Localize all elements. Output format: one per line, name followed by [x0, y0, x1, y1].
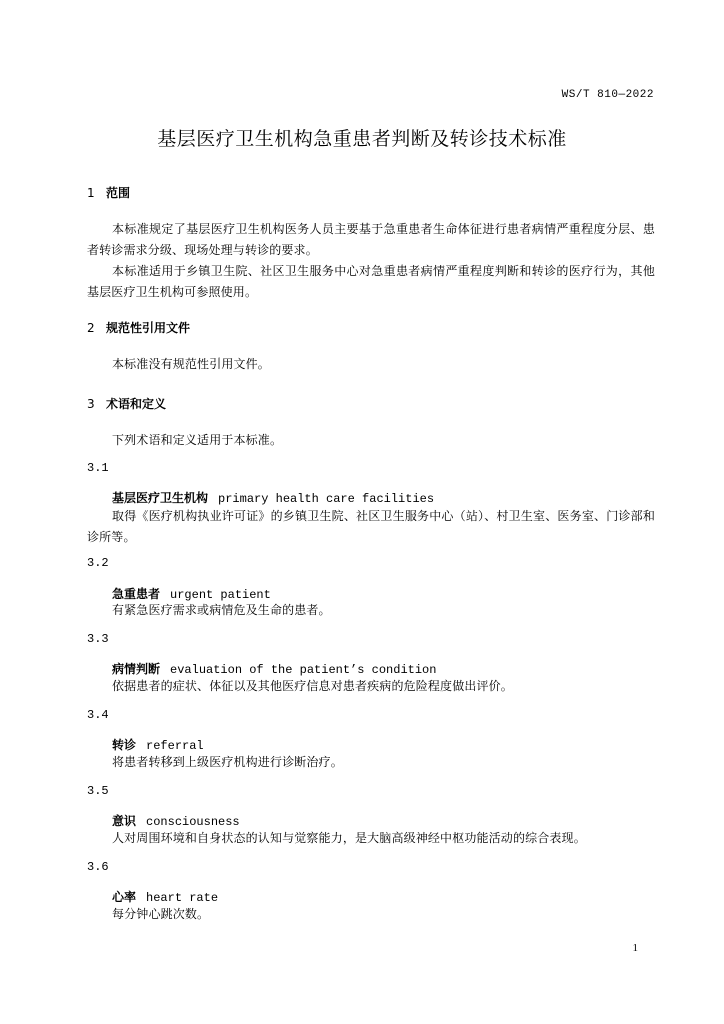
- term-chinese: 基层医疗卫生机构: [112, 491, 209, 505]
- section-title: 范围: [106, 186, 131, 200]
- term-number: 3.1: [87, 461, 109, 475]
- term-english: consciousness: [146, 815, 240, 829]
- term-chinese: 意识: [112, 814, 137, 828]
- term-number: 3.2: [87, 556, 109, 570]
- term-number: 3.4: [87, 708, 109, 722]
- term-number: 3.6: [87, 860, 109, 874]
- term-entry: [112, 812, 240, 829]
- term-english: evaluation of the patient’s condition: [170, 663, 437, 677]
- scope-paragraph-2: 本标准适用于乡镇卫生院、社区卫生服务中心对急重患者病情严重程度判断和转诊的医疗行为，其他基层医疗卫生机构可参照使用。: [87, 264, 655, 299]
- scope-paragraph-1: 本标准规定了基层医疗卫生机构医务人员主要基于急重患者生命体征进行患者病情严重程度分层、患者转诊需求分级、现场处理与转诊的要求。: [87, 222, 655, 257]
- section-title: 术语和定义: [106, 397, 167, 411]
- term-entry: [112, 489, 434, 506]
- section-heading-normative-references: [87, 319, 190, 336]
- term-chinese: 病情判断: [112, 662, 161, 676]
- section-title: 规范性引用文件: [106, 321, 191, 335]
- term-definition: 每分钟心跳次数。: [112, 907, 210, 921]
- term-english: primary health care facilities: [218, 492, 435, 506]
- term-english: urgent patient: [170, 588, 271, 602]
- term-number: 3.3: [87, 632, 109, 646]
- term-definition: 有紧急医疗需求或病情危及生命的患者。: [112, 603, 331, 617]
- document-title: 基层医疗卫生机构急重患者判断及转诊技术标准: [157, 128, 567, 150]
- term-english: heart rate: [146, 891, 219, 905]
- term-definition: 人对周围环境和自身状态的认知与觉察能力，是大脑高级神经中枢功能活动的综合表现。: [112, 831, 586, 845]
- standard-code: WS/T 810—2022: [561, 89, 654, 101]
- term-entry: [112, 660, 436, 677]
- section-number: 3: [87, 397, 95, 411]
- section-number: 2: [87, 321, 95, 335]
- normative-paragraph: 本标准没有规范性引用文件。: [112, 357, 270, 371]
- section-heading-terms: [87, 395, 166, 412]
- term-number: 3.5: [87, 784, 109, 798]
- page-number: 1: [632, 942, 638, 954]
- term-definition: 将患者转移到上级医疗机构进行诊断治疗。: [112, 755, 343, 769]
- term-definition: 取得《医疗机构执业许可证》的乡镇卫生院、社区卫生服务中心（站）、村卫生室、医务室、门诊部和诊所等。: [87, 509, 655, 544]
- section-number: 1: [87, 186, 95, 200]
- term-chinese: 急重患者: [112, 587, 161, 601]
- section-heading-scope: [87, 184, 130, 201]
- term-entry: [112, 736, 204, 753]
- term-english: referral: [146, 739, 204, 753]
- term-entry: [112, 888, 218, 905]
- term-chinese: 心率: [112, 890, 137, 904]
- term-definition: 依据患者的症状、体征以及其他医疗信息对患者疾病的危险程度做出评价。: [112, 679, 513, 693]
- term-chinese: 转诊: [112, 738, 137, 752]
- terms-intro-paragraph: 下列术语和定义适用于本标准。: [112, 433, 283, 447]
